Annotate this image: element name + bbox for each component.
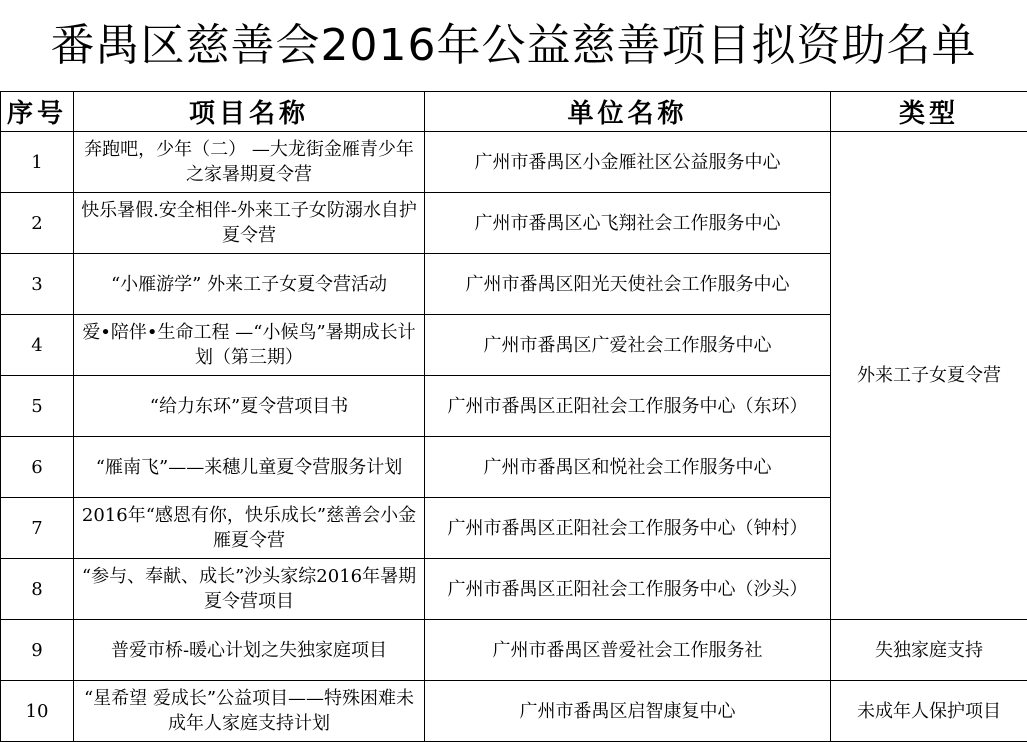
row-number: 8 <box>1 559 74 620</box>
org-name: 广州市番禺区广爱社会工作服务中心 <box>425 315 831 376</box>
project-name: “星希望 爱成长”公益项目——特殊困难未成年人家庭支持计划 <box>74 681 425 742</box>
org-name: 广州市番禺区普爱社会工作服务社 <box>425 620 831 681</box>
header-project: 项目名称 <box>74 92 425 132</box>
table-row <box>1 681 1027 742</box>
page-title: 番禺区慈善会2016年公益慈善项目拟资助名单 <box>50 20 977 71</box>
project-name: “参与、奉献、成长”沙头家综2016年暑期夏令营项目 <box>74 559 425 620</box>
type-cell: 失独家庭支持 <box>831 620 1027 681</box>
row-number: 4 <box>1 315 74 376</box>
project-name: 快乐暑假.安全相伴-外来工子女防溺水自护夏令营 <box>74 193 425 254</box>
table-row <box>1 132 1027 193</box>
org-name: 广州市番禺区和悦社会工作服务中心 <box>425 437 831 498</box>
project-name: 普爱市桥-暖心计划之失独家庭项目 <box>74 620 425 681</box>
type-merged: 外来工子女夏令营 <box>831 132 1027 620</box>
org-name: 广州市番禺区正阳社会工作服务中心（钟村） <box>425 498 831 559</box>
funding-table <box>0 91 1027 742</box>
org-name: 广州市番禺区阳光天使社会工作服务中心 <box>425 254 831 315</box>
row-number: 7 <box>1 498 74 559</box>
header-type: 类型 <box>831 92 1027 132</box>
org-name: 广州市番禺区启智康复中心 <box>425 681 831 742</box>
org-name: 广州市番禺区小金雁社区公益服务中心 <box>425 132 831 193</box>
table-row <box>1 620 1027 681</box>
row-number: 6 <box>1 437 74 498</box>
header-row <box>1 92 1027 132</box>
project-name: “给力东环”夏令营项目书 <box>74 376 425 437</box>
org-name: 广州市番禺区正阳社会工作服务中心（沙头） <box>425 559 831 620</box>
row-number: 9 <box>1 620 74 681</box>
org-name: 广州市番禺区正阳社会工作服务中心（东环） <box>425 376 831 437</box>
project-name: “雁南飞”——来穗儿童夏令营服务计划 <box>74 437 425 498</box>
project-name: 奔跑吧，少年（二） —大龙街金雁青少年之家暑期夏令营 <box>74 132 425 193</box>
header-org: 单位名称 <box>425 92 831 132</box>
type-cell: 未成年人保护项目 <box>831 681 1027 742</box>
project-name: 爱•陪伴•生命工程 —“小候鸟”暑期成长计划（第三期） <box>74 315 425 376</box>
row-number: 5 <box>1 376 74 437</box>
org-name: 广州市番禺区心飞翔社会工作服务中心 <box>425 193 831 254</box>
project-name: “小雁游学” 外来工子女夏令营活动 <box>74 254 425 315</box>
row-number: 2 <box>1 193 74 254</box>
header-index: 序号 <box>1 92 74 132</box>
row-number: 10 <box>1 681 74 742</box>
row-number: 1 <box>1 132 74 193</box>
project-name: 2016年“感恩有你，快乐成长”慈善会小金雁夏令营 <box>74 498 425 559</box>
row-number: 3 <box>1 254 74 315</box>
